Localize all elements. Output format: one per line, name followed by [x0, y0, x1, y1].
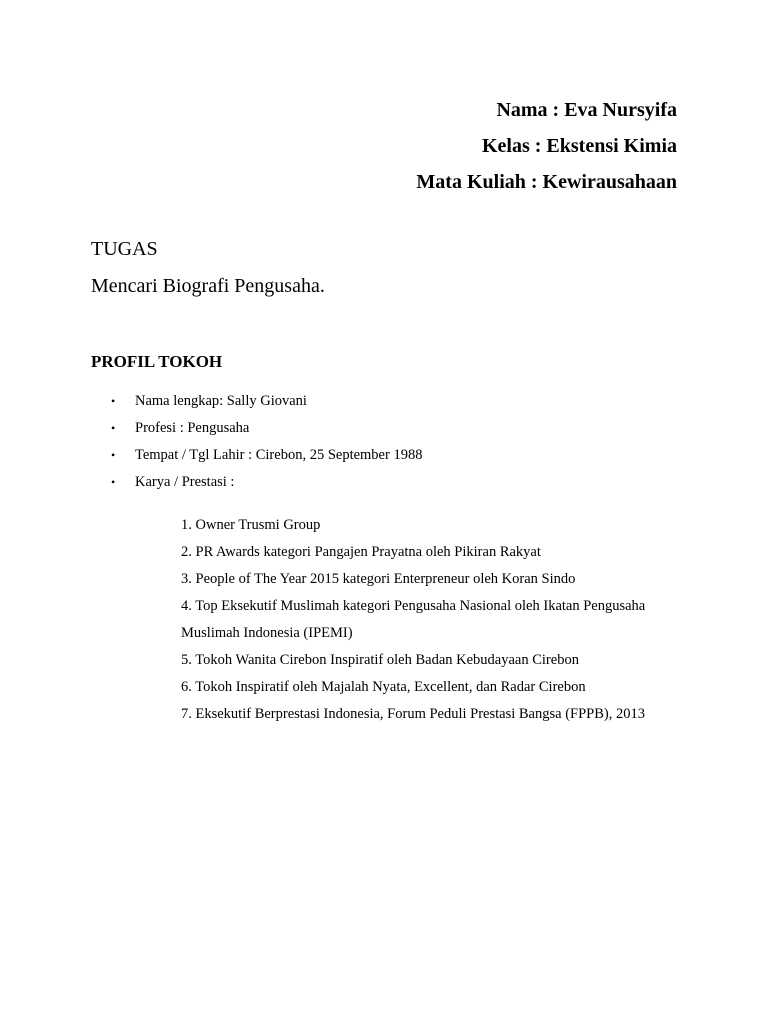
profile-item-achievements	[111, 469, 422, 496]
profile-item-birth	[111, 442, 422, 469]
bullet-icon: •	[111, 475, 116, 489]
course-name: Mata Kuliah : Kewirausahaan	[416, 171, 677, 193]
task-title: TUGAS	[91, 238, 158, 260]
student-class: Kelas : Ekstensi Kimia	[481, 135, 677, 157]
profile-item-text: Nama lengkap: Sally Giovani	[135, 393, 307, 409]
achievement-item: 6. Tokoh Inspiratif oleh Majalah Nyata, Excellent, dan Radar Cirebon	[181, 679, 586, 695]
student-name: Nama : Eva Nursyifa	[496, 99, 677, 121]
achievement-item: 5. Tokoh Wanita Cirebon Inspiratif oleh Badan Kebudayaan Cirebon	[181, 652, 579, 668]
achievement-item: 3. People of The Year 2015 kategori Enterpreneur oleh Koran Sindo	[181, 571, 576, 587]
achievement-item: 1. Owner Trusmi Group	[181, 517, 321, 533]
profile-item-profession	[111, 415, 422, 442]
profile-bullet-list	[111, 388, 422, 496]
profile-item-text: Tempat / Tgl Lahir : Cirebon, 25 September 1988	[135, 447, 423, 463]
profile-section-title: PROFIL TOKOH	[91, 352, 223, 371]
achievement-item: 2. PR Awards kategori Pangajen Prayatna oleh Pikiran Rakyat	[181, 544, 541, 560]
student-info-header	[416, 92, 677, 200]
bullet-icon: •	[111, 394, 116, 408]
achievement-item: 4. Top Eksekutif Muslimah kategori Pengusaha Nasional oleh Ikatan Pengusaha Muslimah Indonesia (IPEMI)	[181, 598, 646, 641]
profile-item-text: Karya / Prestasi :	[135, 474, 235, 490]
task-description: Mencari Biografi Pengusaha.	[91, 275, 325, 297]
profile-item-full-name	[111, 388, 422, 415]
bullet-icon: •	[111, 421, 116, 435]
achievement-item: 7. Eksekutif Berprestasi Indonesia, Forum Peduli Prestasi Bangsa (FPPB), 2013	[181, 706, 645, 722]
bullet-icon: •	[111, 448, 116, 462]
profile-item-text: Profesi : Pengusaha	[135, 420, 250, 436]
achievements-list	[181, 512, 681, 728]
